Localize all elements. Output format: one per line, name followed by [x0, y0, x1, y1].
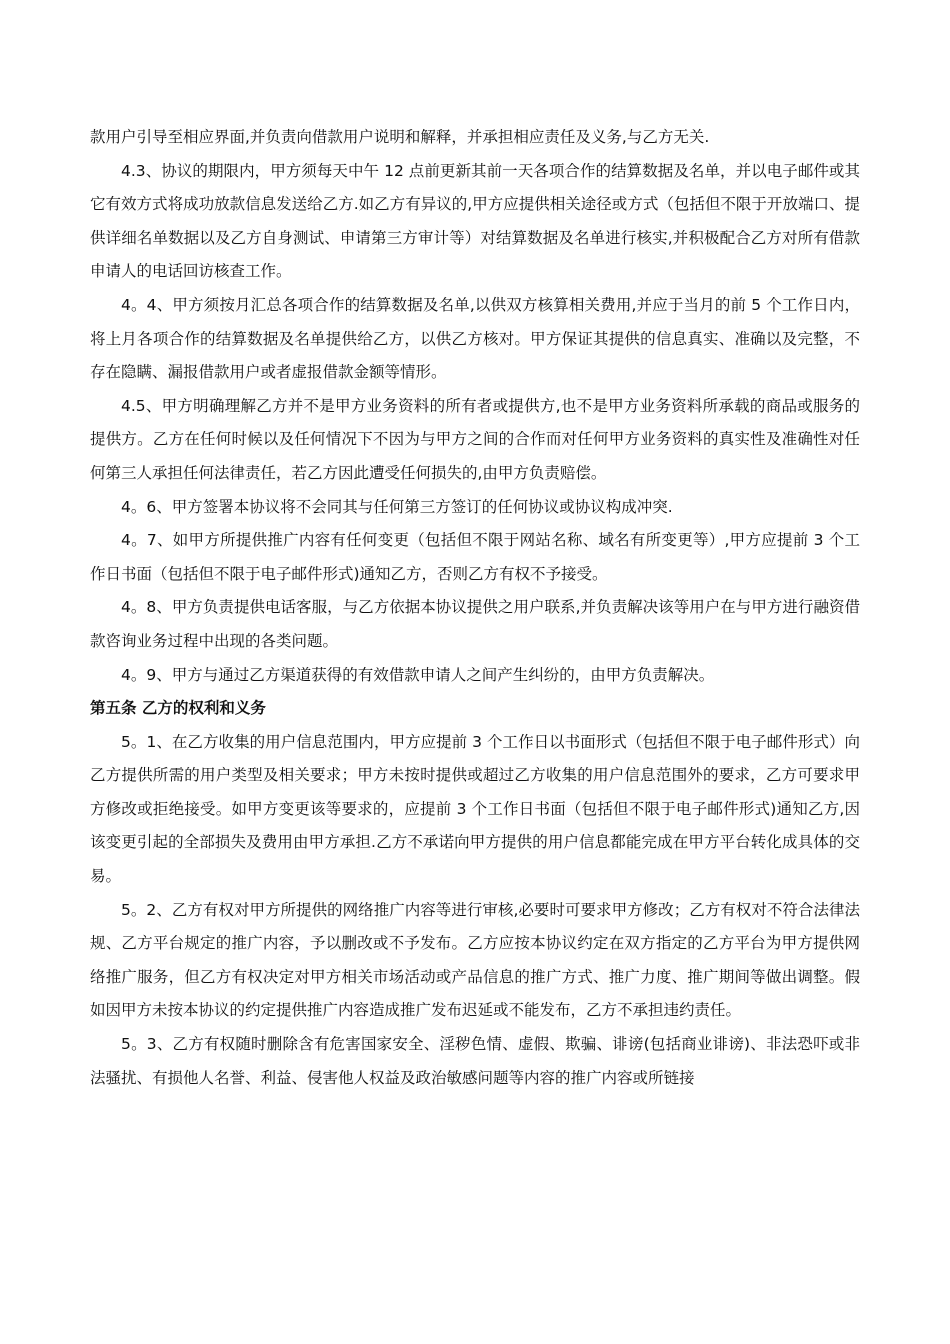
paragraph-continuation: 款用户引导至相应界面,并负责向借款用户说明和解释，并承担相应责任及义务,与乙方无关.: [90, 128, 710, 146]
clause-4-3: 4.3、协议的期限内，甲方须每天中午 12 点前更新其前一天各项合作的结算数据及名单，并以电子邮件或其它有效方式将成功放款信息发送给乙方.如乙方有异议的,甲方应提供相关途径或方式（包括但不限于开放端口、提供详细名单数据以及乙方自身测试、申请第三方审计等）对结算数据及名单进行核实,并积极配合乙方对所有借款申请人的电话回访核查工作。: [90, 161, 860, 281]
clause-5-2: 5。2、乙方有权对甲方所提供的网络推广内容等进行审核,必要时可要求甲方修改；乙方有权对不符合法律法规、乙方平台规定的推广内容，予以删改或不予发布。乙方应按本协议约定在双方指定的乙方平台为甲方提供网络推广服务，但乙方有权决定对甲方相关市场活动或产品信息的推广方式、推广力度、推广期间等做出调整。假如因甲方未按本协议的约定提供推广内容造成推广发布迟延或不能发布，乙方不承担违约责任。: [90, 900, 860, 1020]
clause-4-5: 4.5、甲方明确理解乙方并不是甲方业务资料的所有者或提供方,也不是甲方业务资料所承载的商品或服务的提供方。乙方在任何时候以及任何情况下不因为与甲方之间的合作而对任何甲方业务资料的真实性及准确性对任何第三人承担任何法律责任，若乙方因此遭受任何损失的,由甲方负责赔偿。: [90, 396, 860, 482]
clause-5-3: 5。3、乙方有权随时删除含有危害国家安全、淫秽色情、虚假、欺骗、诽谤(包括商业诽谤)、非法恐吓或非法骚扰、有损他人名誉、利益、侵害他人权益及政治敏感问题等内容的推广内容或所链接: [90, 1035, 860, 1087]
clause-4-8: 4。8、甲方负责提供电话客服，与乙方依据本协议提供之用户联系,并负责解决该等用户在与甲方进行融资借款咨询业务过程中出现的各类问题。: [90, 598, 860, 650]
document-page: [90, 121, 860, 1095]
clause-4-4: 4。4、甲方须按月汇总各项合作的结算数据及名单,以供双方核算相关费用,并应于当月的前 5 个工作日内，将上月各项合作的结算数据及名单提供给乙方，以供乙方核对。甲方保证其提供的信息真实、准确以及完整，不存在隐瞒、漏报借款用户或者虚报借款金额等情形。: [90, 295, 860, 382]
clause-4-9: 4。9、甲方与通过乙方渠道获得的有效借款申请人之间产生纠纷的，由甲方负责解决。: [121, 665, 715, 684]
section-heading-article-5: 第五条 乙方的权利和义务: [90, 699, 266, 718]
clause-4-7: 4。7、如甲方所提供推广内容有任何变更（包括但不限于网站名称、域名有所变更等）,甲方应提前 3 个工作日书面（包括但不限于电子邮件形式)通知乙方，否则乙方有权不予接受。: [90, 531, 860, 583]
clause-5-1: 5。1、在乙方收集的用户信息范围内，甲方应提前 3 个工作日以书面形式（包括但不限于电子邮件形式）向乙方提供所需的用户类型及相关要求；甲方未按时提供或超过乙方收集的用户信息范围外的要求，乙方可要求甲方修改或拒绝接受。如甲方变更该等要求的，应提前 3 个工作日书面（包括但不限于电子邮件形式)通知乙方,因该变更引起的全部损失及费用由甲方承担.乙方不承诺向甲方提供的用户信息都能完成在甲方平台转化成具体的交易。: [90, 732, 860, 886]
clause-4-6: 4。6、甲方签署本协议将不会同其与任何第三方签订的任何协议或协议构成冲突.: [121, 497, 673, 516]
